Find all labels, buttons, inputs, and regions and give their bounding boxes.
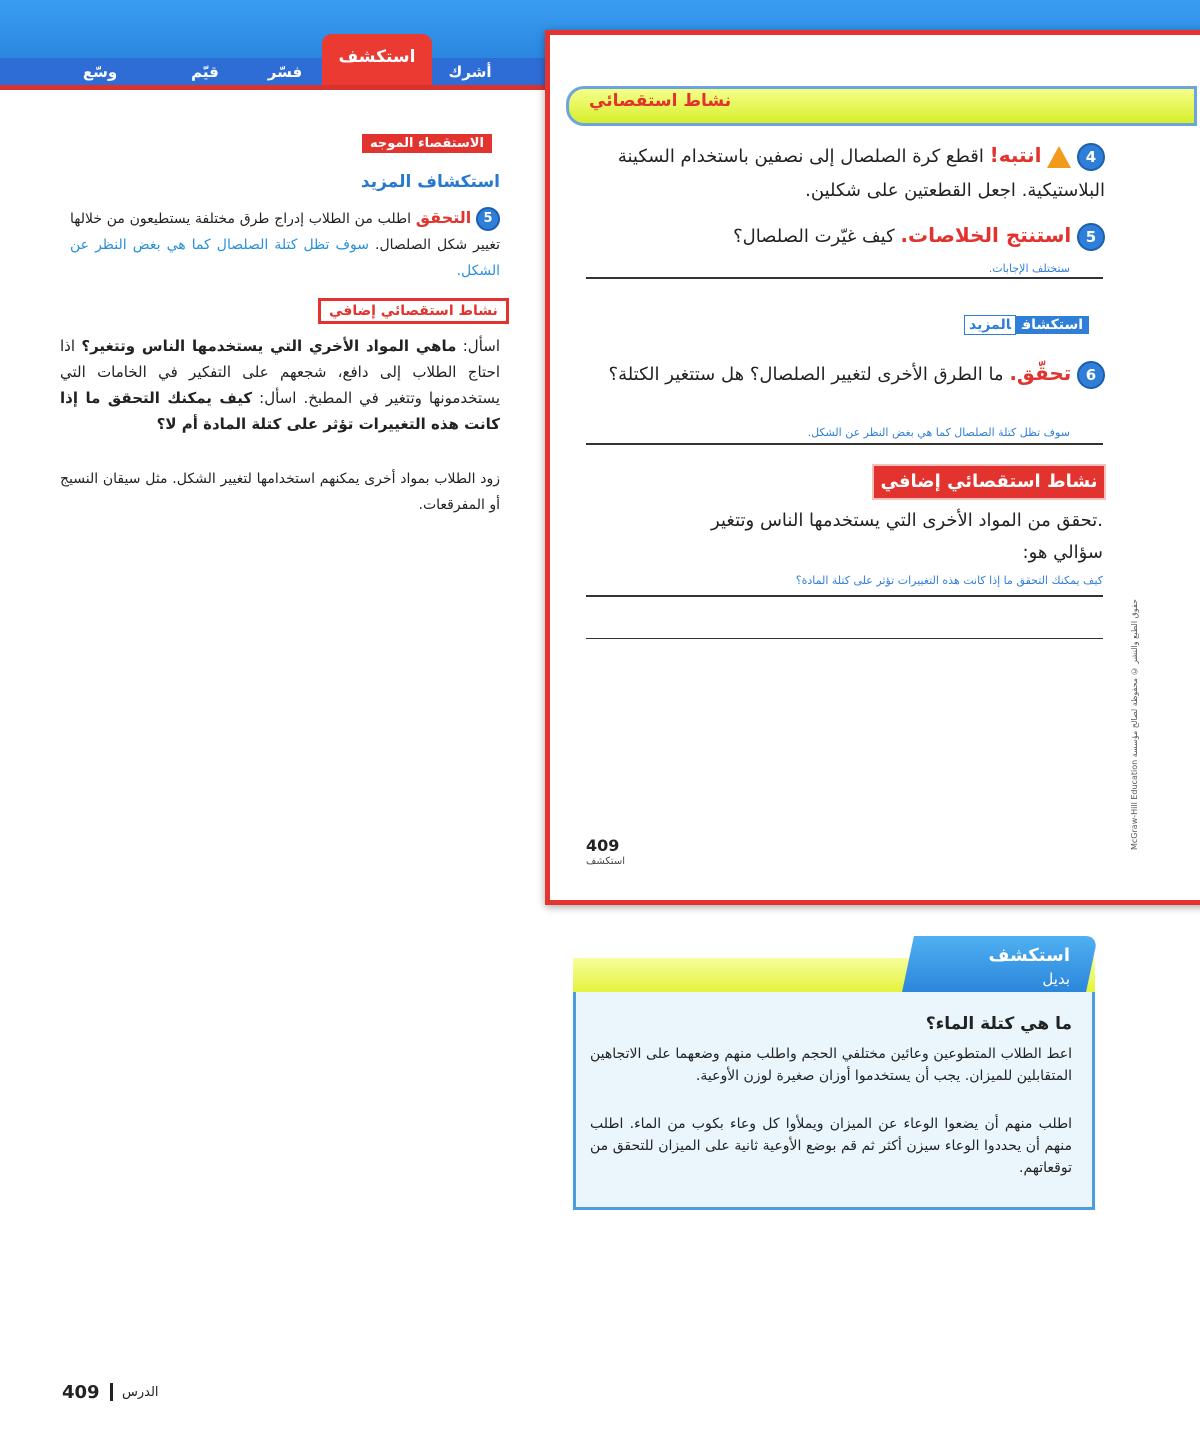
teacher-supply: زود الطلاب بمواد أخرى يمكنهم استخدامها لتغيير الشكل. مثل سيقان النسيج أو المفرقعات.: [60, 471, 500, 513]
question-6: [600, 356, 1105, 392]
alternative-question: ما هي كتلة الماء؟: [925, 1014, 1072, 1034]
question-4: [610, 138, 1105, 208]
extra-activity-label: نشاط استقصائي إضافي: [318, 298, 509, 324]
step-number-badge: 5: [476, 207, 500, 231]
alternative-paragraph-2: اطلب منهم أن يضعوا الوعاء عن الميزان ويملأوا كل وعاء بكوب من الماء. اطلب منهم أن يحددوا الوعاء سيزن أكثر ثم قم بوضع الأوعية ثانية على الميزان للتحقق من توقعاتهم.: [590, 1116, 1072, 1176]
more-label-part: المزيد: [964, 315, 1016, 335]
question-5-answer: ستختلف الإجابات.: [988, 262, 1070, 275]
question-4-title: انتبه!: [989, 143, 1042, 167]
question-5-title: استنتج الخلاصات.: [900, 223, 1072, 247]
ask-question: ماهي المواد الأخري التي يستخدمها الناس وتتغير؟: [81, 337, 457, 355]
step5-answer: سوف تظل كتلة الصلصال كما هي بغض النظر عن الشكل.: [70, 237, 500, 279]
warning-icon: [1047, 146, 1071, 168]
question-6-answer: سوف تظل كتلة الصلصال كما هي بغض النظر عن الشكل.: [807, 426, 1070, 439]
card-page-label: استكشف: [586, 856, 625, 867]
answer-line: [586, 638, 1103, 639]
ask-prefix: اسأل:: [462, 337, 501, 355]
inquiry-banner: [566, 86, 1197, 126]
alternative-tab-subtitle: بديل: [1042, 970, 1070, 988]
answer-line: [586, 277, 1103, 279]
question-6-title: تحقّق.: [1009, 361, 1072, 385]
my-question-label: سؤالي هو:: [1022, 542, 1103, 563]
footer-separator: [110, 1383, 113, 1401]
tab-explain[interactable]: فسّر: [267, 63, 303, 81]
tab-evaluate[interactable]: قيّم: [191, 63, 219, 81]
tab-explore-active[interactable]: استكشف: [322, 34, 432, 85]
answer-line: [586, 443, 1103, 445]
alternative-tab-title: استكشف: [988, 945, 1070, 966]
card-page-number: 409: [586, 836, 620, 855]
question-5: [610, 218, 1105, 254]
question-5-text: كيف غيّرت الصلصال؟: [733, 226, 895, 247]
alternative-paragraph-1: اعط الطلاب المتطوعين وعائين مختلفي الحجم واطلب منهم وضعهما على الاتجاهين المتقابلين للميزان. يجب أن يستخدموا أوزان صغيرة لوزن الأوعية.: [590, 1046, 1072, 1084]
question-6-text: ما الطرق الأخرى لتغيير الصلصال؟ هل ستتغير الكتلة؟: [608, 364, 1004, 385]
question-number-badge: 4: [1077, 143, 1105, 171]
help-text: اذا احتاج الطلاب إلى دافع، شجعهم على التفكير في الخامات التي يستخدمونها وتتغير في المطبخ. اسأل:: [60, 337, 500, 407]
extra-activity-text: .تحقق من المواد الأخرى التي يستخدمها الناس وتتغير: [711, 510, 1103, 531]
step5-title: التحقق: [415, 208, 472, 227]
my-question-answer: كيف يمكنك التحقق ما إذا كانت هذه التغييرات تؤثر على كتلة المادة؟: [795, 574, 1103, 587]
copyright-notice: McGraw-Hill Education حقوق الطبع والنشر © محفوظة لصالح مؤسسة: [1130, 599, 1139, 850]
explore-label-part: استكشاف: [1016, 316, 1089, 334]
footer-page-number: 409: [62, 1382, 100, 1403]
teacher-ask: [60, 333, 500, 437]
footer-lesson-label: الدرس: [122, 1385, 159, 1400]
step5-text: اطلب من الطلاب إدراج طرق مختلفة يستطيعون من خلالها تغيير شكل الصلصال.: [70, 211, 501, 253]
question-number-badge: 5: [1077, 223, 1105, 251]
tab-elaborate[interactable]: وسّع: [82, 63, 118, 81]
tab-strip: [0, 47, 545, 90]
teacher-step5: [70, 205, 500, 284]
question-4-text: اقطع كرة الصلصال إلى نصفين باستخدام السكينة البلاستيكية. اجعل القطعتين على شكلين.: [617, 146, 1105, 201]
tab-engage[interactable]: أشرك: [448, 63, 492, 81]
answer-line: [586, 595, 1103, 597]
explore-more-heading: استكشاف المزيد: [360, 172, 500, 192]
question-number-badge: 6: [1077, 361, 1105, 389]
extra-activity-title: نشاط استقصائي إضافي: [872, 464, 1106, 500]
explore-more-label: [964, 317, 1089, 337]
guided-inquiry-label: الاستقصاء الموجه: [362, 134, 492, 153]
help-question: كيف يمكنك التحقق ما إذا كانت هذه التغييرات تؤثر على كتلة المادة أم لا؟: [60, 389, 500, 433]
inquiry-banner-title: نشاط استقصائي: [589, 91, 732, 111]
